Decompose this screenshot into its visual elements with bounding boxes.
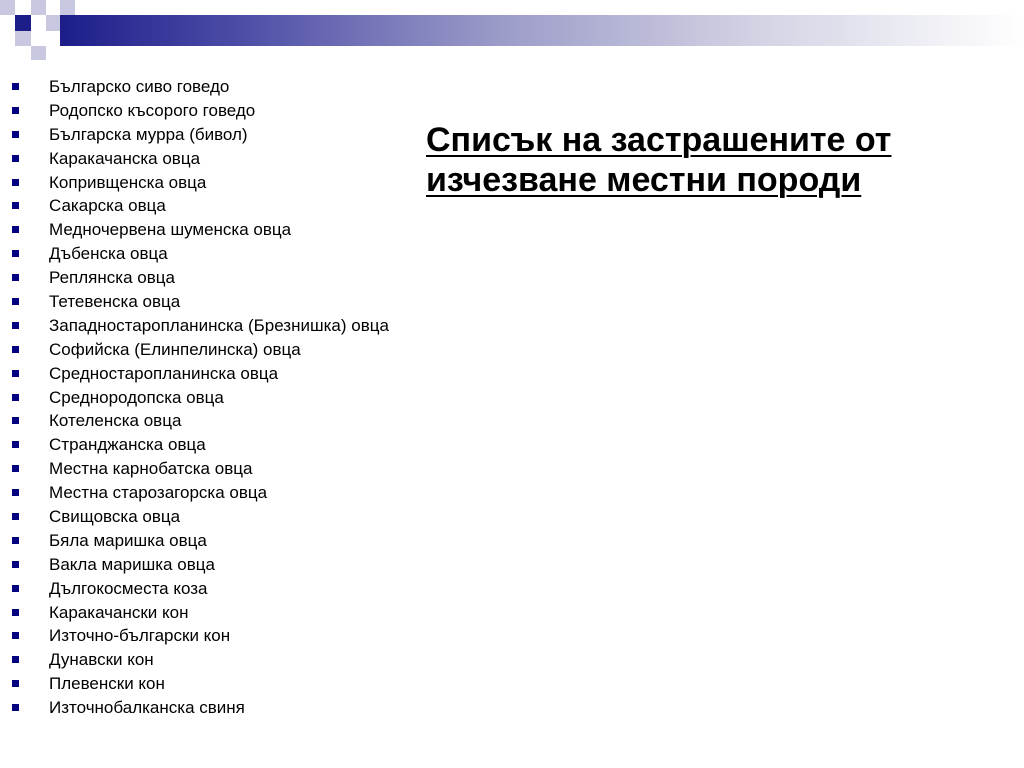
breed-name: Каракачански кон (49, 602, 189, 622)
slide-title (426, 120, 1006, 200)
breed-name: Свищовска овца (49, 507, 181, 527)
breed-name: Дъбенска овца (49, 244, 168, 264)
square-bullet-icon (12, 417, 19, 424)
breed-name: Местна старозагорска овца (49, 483, 268, 503)
breed-name: Местна карнобатска овца (49, 459, 253, 479)
breed-name: Странджанска овца (49, 435, 206, 455)
square-bullet-icon (12, 83, 19, 90)
breed-name: Каракачанска овца (49, 148, 201, 168)
square-bullet-icon (12, 656, 19, 663)
decor-square-light (31, 46, 46, 60)
breed-name: Родопско късорого говедо (49, 100, 256, 120)
breed-name: Вакла маришка овца (49, 554, 215, 574)
breed-name: Сакарска овца (49, 196, 166, 216)
breed-name: Дунавски кон (49, 650, 154, 670)
decor-square-light (46, 15, 60, 31)
square-bullet-icon (12, 441, 19, 448)
breed-name: Дългокосместа коза (49, 578, 208, 598)
breed-name: Котеленска овца (49, 411, 182, 431)
breed-name: Тетевенска овца (49, 292, 181, 312)
square-bullet-icon (12, 274, 19, 281)
square-bullet-icon (12, 202, 19, 209)
square-bullet-icon (12, 704, 19, 711)
decor-square-light (15, 31, 31, 46)
decor-square-light (0, 0, 15, 15)
square-bullet-icon (12, 298, 19, 305)
square-bullet-icon (12, 346, 19, 353)
breed-name: Плевенски кон (49, 674, 165, 694)
square-bullet-icon (12, 489, 19, 496)
square-bullet-icon (12, 513, 19, 520)
decor-square-light (60, 0, 75, 15)
decor-square-dark (15, 15, 31, 31)
breed-name: Копривщенска овца (49, 172, 207, 192)
square-bullet-icon (12, 155, 19, 162)
breed-name: Българско сиво говедо (49, 77, 230, 96)
breed-name: Източно-български кон (49, 626, 231, 646)
breed-name: Средностаропланинска овца (49, 363, 279, 383)
breed-name: Медночервена шуменска овца (49, 220, 292, 240)
breed-name: Западностаропланинска (Брезнишка) овца (49, 315, 389, 335)
square-bullet-icon (12, 585, 19, 592)
breed-name: Реплянска овца (49, 268, 175, 288)
square-bullet-icon (12, 179, 19, 186)
header-decoration (0, 0, 1024, 64)
slide-title-line-2: изчезване местни породи (426, 161, 862, 199)
breed-name: Бяла маришка овца (49, 530, 207, 550)
square-bullet-icon (12, 107, 19, 114)
square-bullet-icon (12, 537, 19, 544)
square-bullet-icon (12, 250, 19, 257)
breed-name: Софийска (Елинпелинска) овца (49, 339, 301, 359)
square-bullet-icon (12, 680, 19, 687)
square-bullet-icon (12, 370, 19, 377)
square-bullet-icon (12, 465, 19, 472)
header-gradient-bar (60, 15, 1024, 46)
breed-name: Източнобалканска свиня (49, 698, 245, 718)
slide-title-line-1: Списък на застрашените от (426, 121, 892, 159)
square-bullet-icon (12, 394, 19, 401)
square-bullet-icon (12, 131, 19, 138)
square-bullet-icon (12, 322, 19, 329)
square-bullet-icon (12, 226, 19, 233)
breed-name: Българска мурра (бивол) (49, 124, 248, 144)
square-bullet-icon (12, 561, 19, 568)
square-bullet-icon (12, 632, 19, 639)
breed-name: Среднородопска овца (49, 387, 224, 407)
decor-square-light (31, 0, 46, 15)
square-bullet-icon (12, 609, 19, 616)
